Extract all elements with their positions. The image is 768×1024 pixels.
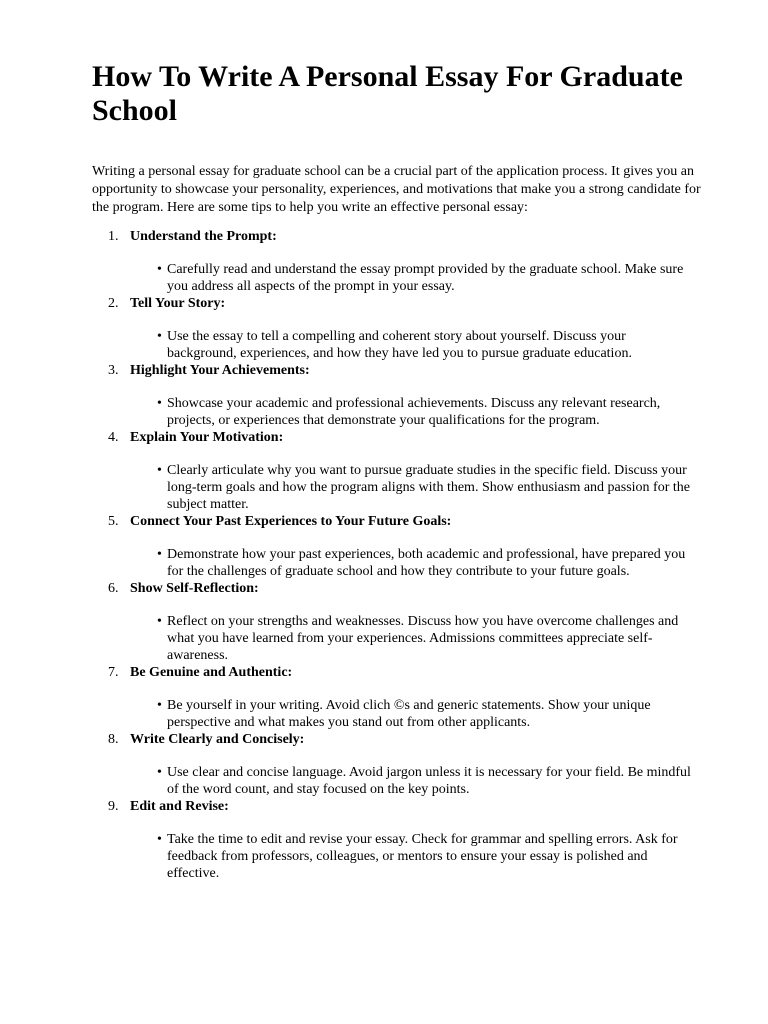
- bullet-icon: •: [157, 396, 162, 411]
- intro-paragraph: Writing a personal essay for graduate school can be a crucial part of the application process. It gives you an opportunity to showcase your personality, experiences, and motivations that make you a strong candidate for the program. Here are some tips to help you write an effective personal essay:: [92, 164, 701, 215]
- tip-text: Demonstrate how your past experiences, both academic and professional, have prepared you for the challenges of graduate school and how they contribute to your future goals.: [167, 547, 686, 579]
- list-item: [92, 295, 714, 362]
- list-item: [92, 362, 714, 429]
- tip-number: 5.: [108, 514, 119, 529]
- tip-heading: [92, 295, 714, 313]
- tip-text: Use clear and concise language. Avoid jargon unless it is necessary for your field. Be mindful of the word count, and stay focused on the key points.: [167, 765, 691, 797]
- bullet-icon: •: [157, 832, 162, 847]
- bullet-icon: •: [157, 329, 162, 344]
- tip-bullet-item: [157, 261, 692, 295]
- tip-number: 9.: [108, 799, 119, 814]
- tip-heading: [92, 731, 714, 749]
- tips-list: [92, 228, 714, 882]
- tip-number: 4.: [108, 430, 119, 445]
- tip-heading: [92, 362, 714, 380]
- tip-heading: [92, 798, 714, 816]
- tip-text: Use the essay to tell a compelling and coherent story about yourself. Discuss your background, experiences, and how they have led you to pursue graduate education.: [167, 329, 632, 361]
- tip-text: Clearly articulate why you want to pursue graduate studies in the specific field. Discuss your long-term goals and how the program aligns with them. Show enthusiasm and passion for the subject matter.: [167, 463, 690, 512]
- tip-title: Connect Your Past Experiences to Your Future Goals:: [130, 514, 452, 529]
- tip-title: Understand the Prompt:: [130, 229, 277, 244]
- bullet-icon: •: [157, 262, 162, 277]
- tip-bullet-item: [157, 546, 692, 580]
- list-item: [92, 228, 714, 295]
- tip-text: Take the time to edit and revise your essay. Check for grammar and spelling errors. Ask for feedback from professors, colleagues, or mentors to ensure your essay is polished and effective.: [167, 832, 678, 881]
- tip-heading: [92, 513, 714, 531]
- tip-title: Highlight Your Achievements:: [130, 363, 310, 378]
- list-item: [92, 513, 714, 580]
- tip-title: Explain Your Motivation:: [130, 430, 284, 445]
- tip-bullet-item: [157, 328, 692, 362]
- list-item: [92, 798, 714, 882]
- tip-text: Be yourself in your writing. Avoid clich ©s and generic statements. Show your unique perspective and what makes you stand out from other applicants.: [167, 698, 651, 730]
- tip-title: Show Self-Reflection:: [130, 581, 259, 596]
- bullet-icon: •: [157, 614, 162, 629]
- page-title: How To Write A Personal Essay For Graduate School: [92, 60, 683, 127]
- tip-number: 1.: [108, 229, 119, 244]
- bullet-icon: •: [157, 463, 162, 478]
- list-item: [92, 429, 714, 513]
- tip-heading: [92, 429, 714, 447]
- tip-text: Showcase your academic and professional achievements. Discuss any relevant research, projects, or experiences that demonstrate your qualifications for the program.: [167, 396, 661, 428]
- tip-heading: [92, 664, 714, 682]
- tip-number: 3.: [108, 363, 119, 378]
- tip-bullet-item: [157, 831, 692, 882]
- tip-number: 7.: [108, 665, 119, 680]
- tip-heading: [92, 228, 714, 246]
- bullet-icon: •: [157, 698, 162, 713]
- tip-number: 6.: [108, 581, 119, 596]
- tip-bullet-item: [157, 613, 692, 664]
- tip-number: 2.: [108, 296, 119, 311]
- tip-bullet-item: [157, 462, 692, 513]
- tip-heading: [92, 580, 714, 598]
- tip-bullet-item: [157, 697, 692, 731]
- tip-title: Tell Your Story:: [130, 296, 226, 311]
- bullet-icon: •: [157, 547, 162, 562]
- tip-bullet-item: [157, 395, 692, 429]
- list-item: [92, 731, 714, 798]
- tip-title: Edit and Revise:: [130, 799, 229, 814]
- list-item: [92, 580, 714, 664]
- tip-text: Carefully read and understand the essay prompt provided by the graduate school. Make sure you address all aspects of the prompt in your essay.: [167, 262, 684, 294]
- tip-text: Reflect on your strengths and weaknesses. Discuss how you have overcome challenges and what you have learned from your experiences. Admissions committees appreciate self-awareness.: [167, 614, 679, 663]
- tip-title: Write Clearly and Concisely:: [130, 732, 305, 747]
- list-item: [92, 664, 714, 731]
- tip-bullet-item: [157, 764, 692, 798]
- bullet-icon: •: [157, 765, 162, 780]
- tip-title: Be Genuine and Authentic:: [130, 665, 293, 680]
- tip-number: 8.: [108, 732, 119, 747]
